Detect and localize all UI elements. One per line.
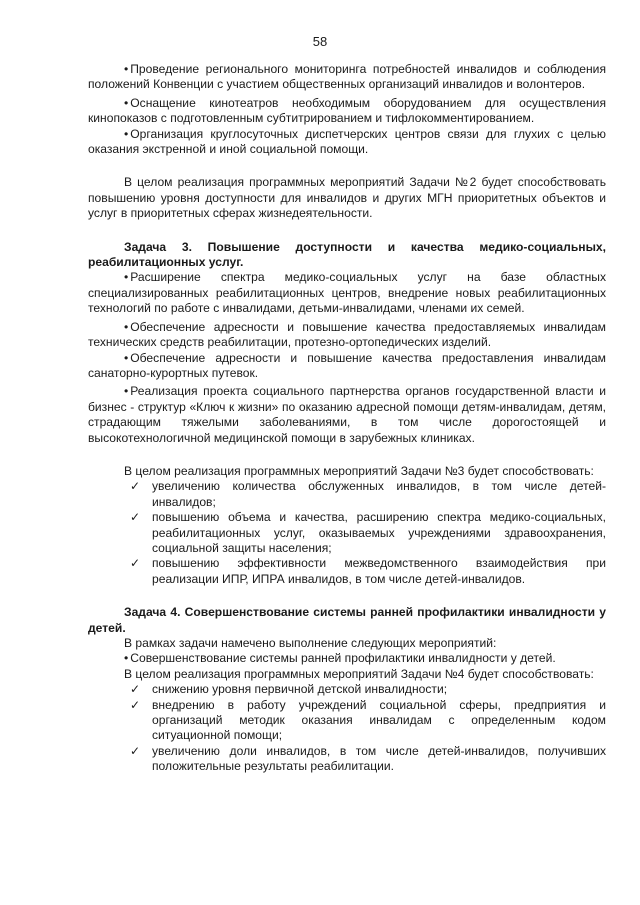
task3-bullet: • Расширение спектра медико-социальных услуг на базе областных специализированных реабилитационных центров, внедрение новых реабилитационных технологий по работе с инвалидами, детьми-инвалидами, членами их семей. bbox=[88, 270, 606, 316]
task4-summary: В целом реализация программных мероприятий Задачи №4 будет способствовать: bbox=[124, 666, 594, 681]
task4-intro: В рамках задачи намечено выполнение следующих мероприятий: bbox=[124, 636, 497, 650]
task3-bullet: • Обеспечение адресности и повышение качества предоставления инвалидам санаторно-курортных путевок. bbox=[88, 351, 606, 382]
checkmark-icon: ✓ bbox=[130, 479, 141, 494]
task3-bullet: • Реализация проекта социального партнерства органов государственной власти и бизнес - структур «Ключ к жизни» по оказанию адресной помощи детям-инвалидам, детям, страдающим тяжелыми заболеваниями, в том числе дорогостоящей и высокотехнологичной медицинской помощи в зарубежных клиниках. bbox=[88, 384, 606, 446]
list-item: ✓ снижению уровня первичной детской инвалидности; bbox=[130, 682, 448, 697]
task2-bullet: • Оснащение кинотеатров необходимым оборудованием для осуществления кинопоказов с подготовленным субтитрированием и тифлокомментированием. bbox=[88, 96, 606, 127]
task2-bullet: • Проведение регионального мониторинга потребностей инвалидов и соблюдения положений Конвенции с участием общественных организаций инвалидов и волонтеров. bbox=[88, 62, 606, 93]
checkmark-icon: ✓ bbox=[130, 697, 141, 712]
task4-bullet: • Совершенствование системы ранней профилактики инвалидности у детей. bbox=[88, 651, 606, 666]
list-item: ✓ увеличению доли инвалидов, в том числе детей-инвалидов, получивших положительные результаты реабилитации. bbox=[130, 743, 606, 774]
checkmark-icon: ✓ bbox=[130, 556, 141, 571]
checkmark-icon: ✓ bbox=[130, 682, 141, 697]
task3-results-list bbox=[88, 479, 606, 587]
task2-bullet: • Организация круглосуточных диспетчерских центров связи для глухих с целью оказания экстренной и иной социальной помощи. bbox=[88, 127, 606, 158]
task3-summary: В целом реализация программных мероприятий Задачи №3 будет способствовать: bbox=[124, 463, 594, 478]
list-item: ✓ повышению объема и качества, расширению спектра медико-социальных, реабилитационных услуг, оказываемых учреждениями здравоохранения, социальной защиты населения; bbox=[130, 510, 606, 555]
task4-results-list bbox=[88, 682, 606, 774]
checkmark-icon: ✓ bbox=[130, 510, 141, 525]
task2-summary: В целом реализация программных мероприятий Задачи №2 будет способствовать повышению уровня доступности для инвалидов и других МГН приоритетных объектов и услуг в приоритетных сферах жизнедеятельности. bbox=[88, 175, 606, 221]
page-content bbox=[88, 62, 606, 775]
list-item: ✓ увеличению количества обслуженных инвалидов, в том числе детей-инвалидов; bbox=[130, 479, 606, 509]
task3-heading: Задача 3. Повышение доступности и качества медико-социальных, реабилитационных услуг. bbox=[88, 239, 606, 270]
list-item: ✓ внедрению в работу учреждений социальной сферы, предприятия и организаций методик оказания инвалидам с определенным кодом ситуационной помощи; bbox=[130, 697, 606, 743]
list-item: ✓ повышению эффективности межведомственного взаимодействия при реализации ИПР, ИПРА инвалидов, в том числе детей-инвалидов. bbox=[130, 556, 606, 586]
page-number: 58 bbox=[312, 34, 328, 49]
task4-heading: Задача 4. Совершенствование системы ранней профилактики инвалидности у детей. bbox=[88, 605, 606, 635]
task3-bullet: • Обеспечение адресности и повышение качества предоставляемых инвалидам технических средств реабилитации, протезно-ортопедических изделий. bbox=[88, 320, 606, 351]
checkmark-icon: ✓ bbox=[130, 743, 141, 758]
